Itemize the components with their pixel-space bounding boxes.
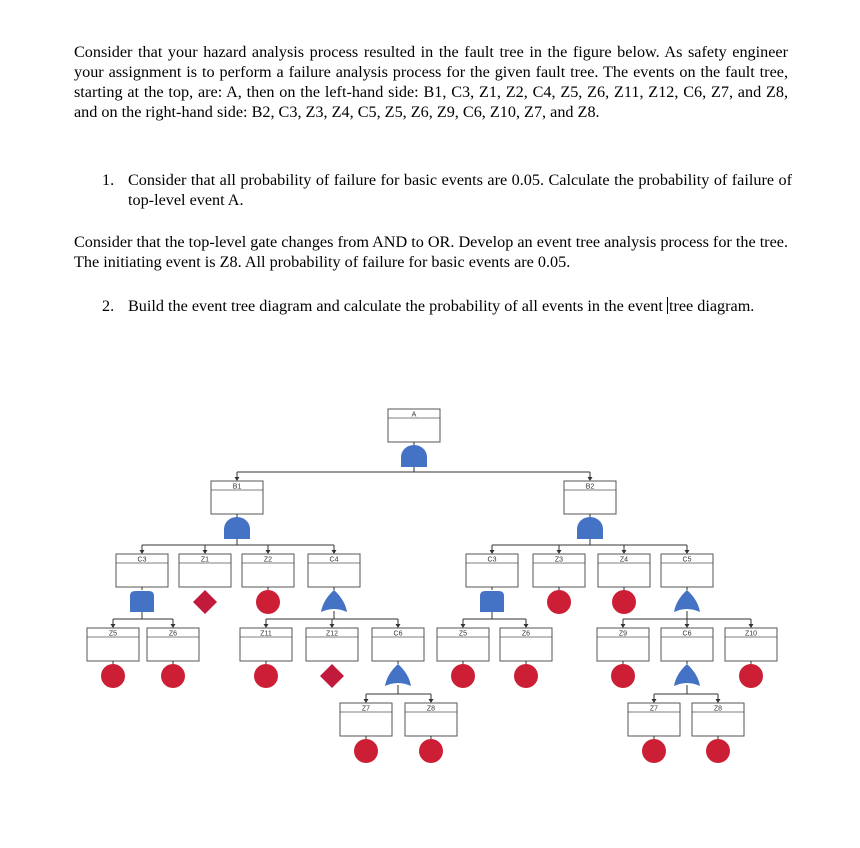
or-gate-icon bbox=[385, 664, 411, 686]
fault-tree-nodes bbox=[87, 409, 777, 763]
event-label: Z2 bbox=[263, 556, 273, 564]
event-label: Z1 bbox=[200, 556, 210, 564]
event-label: Z9 bbox=[618, 630, 628, 638]
basic-event-icon bbox=[612, 590, 636, 614]
event-node-z12 bbox=[306, 628, 358, 688]
event-label: Z6 bbox=[521, 630, 531, 638]
connector-arrowhead bbox=[235, 477, 240, 481]
connector-arrowhead bbox=[749, 624, 754, 628]
event-node-z9 bbox=[597, 628, 649, 688]
event-node-b2 bbox=[564, 481, 616, 539]
connector-arrowhead bbox=[461, 624, 466, 628]
question-1-number: 1. bbox=[102, 171, 115, 189]
and-gate-icon bbox=[401, 445, 427, 467]
connector-arrowhead bbox=[364, 699, 369, 703]
question-1 bbox=[102, 170, 792, 210]
event-node-c6 bbox=[372, 628, 424, 686]
event-node-z8 bbox=[405, 703, 457, 763]
basic-event-icon bbox=[547, 590, 571, 614]
event-label: C3 bbox=[137, 556, 147, 564]
event-node-z7 bbox=[340, 703, 392, 763]
intro-paragraph: Consider that your hazard analysis process resulted in the fault tree in the figure below. As safety engineer your assignment is to perform a failure analysis process for the given fault tree. The events on the fault tree, starting at the top, are: A, then on the left-hand side: B1, C3, Z1, Z2, C4, Z5, Z6, Z11, Z12, C6, Z7, and Z8, and on the right-hand side: B2, C3, Z3, Z4, C5, Z5, Z6, Z9, C6, Z10, Z7, and Z8. bbox=[74, 43, 788, 121]
connector-arrowhead bbox=[621, 624, 626, 628]
basic-event-icon bbox=[739, 664, 763, 688]
event-label: Z7 bbox=[361, 705, 371, 713]
connector-arrowhead bbox=[652, 699, 657, 703]
basic-event-icon bbox=[354, 739, 378, 763]
question-2 bbox=[102, 296, 792, 316]
connector-arrowhead bbox=[140, 550, 145, 554]
connector-arrowhead bbox=[171, 624, 176, 628]
event-node-c6 bbox=[661, 628, 713, 686]
event-label: C5 bbox=[682, 556, 692, 564]
connector-arrowhead bbox=[622, 550, 627, 554]
event-node-z5 bbox=[437, 628, 489, 688]
event-node-z8 bbox=[692, 703, 744, 763]
connector-arrowhead bbox=[685, 624, 690, 628]
question-2-number: 2. bbox=[102, 297, 115, 315]
question-2-text-end: tree diagram. bbox=[668, 297, 755, 315]
connector-arrowhead bbox=[557, 550, 562, 554]
context-paragraph: Consider that the top-level gate changes from AND to OR. Develop an event tree analysis process for the tree. The initiating event is Z8. All probability of failure for basic events are 0.05. bbox=[74, 233, 788, 271]
event-node-z6 bbox=[500, 628, 552, 688]
event-node-c4 bbox=[308, 554, 360, 612]
basic-event-icon bbox=[254, 664, 278, 688]
basic-event-icon bbox=[451, 664, 475, 688]
question-1-text: Consider that all probability of failure for basic events are 0.05. Calculate the probability of failure of top-level event A. bbox=[128, 171, 792, 209]
event-node-z3 bbox=[533, 554, 585, 614]
and-gate-icon bbox=[480, 591, 504, 612]
event-label: A bbox=[411, 411, 417, 419]
fault-tree-diagram bbox=[0, 395, 860, 775]
text-cursor bbox=[667, 297, 668, 314]
event-node-b1 bbox=[211, 481, 263, 539]
event-node-c3 bbox=[466, 554, 518, 612]
event-node-z5 bbox=[87, 628, 139, 688]
connector-arrowhead bbox=[330, 624, 335, 628]
event-label: B2 bbox=[585, 483, 595, 491]
event-label: Z4 bbox=[619, 556, 629, 564]
connector-arrowhead bbox=[266, 550, 271, 554]
connector-arrowhead bbox=[332, 550, 337, 554]
event-label: B1 bbox=[232, 483, 242, 491]
event-node-z1 bbox=[179, 554, 231, 614]
event-label: C4 bbox=[329, 556, 339, 564]
connector-arrowhead bbox=[490, 550, 495, 554]
event-node-z10 bbox=[725, 628, 777, 688]
event-node-c3 bbox=[116, 554, 168, 612]
event-node-c5 bbox=[661, 554, 713, 612]
connector-arrowhead bbox=[111, 624, 116, 628]
connector-arrowhead bbox=[685, 550, 690, 554]
connector-arrowhead bbox=[203, 550, 208, 554]
basic-event-icon bbox=[611, 664, 635, 688]
undeveloped-event-icon bbox=[320, 664, 344, 688]
undeveloped-event-icon bbox=[193, 590, 217, 614]
and-gate-icon bbox=[577, 517, 603, 539]
and-gate-icon bbox=[130, 591, 154, 612]
basic-event-icon bbox=[419, 739, 443, 763]
event-node-z2 bbox=[242, 554, 294, 614]
basic-event-icon bbox=[101, 664, 125, 688]
event-label: C6 bbox=[682, 630, 692, 638]
connector-arrowhead bbox=[588, 477, 593, 481]
event-label: Z8 bbox=[426, 705, 436, 713]
event-label: C6 bbox=[393, 630, 403, 638]
event-label: Z3 bbox=[554, 556, 564, 564]
event-label: Z6 bbox=[168, 630, 178, 638]
or-gate-icon bbox=[674, 590, 700, 612]
basic-event-icon bbox=[514, 664, 538, 688]
question-2-text-start: Build the event tree diagram and calculate the probability of all events in the event bbox=[128, 297, 667, 315]
question-2-text[interactable] bbox=[128, 296, 792, 316]
event-node-z6 bbox=[147, 628, 199, 688]
event-node-z4 bbox=[598, 554, 650, 614]
connector-arrowhead bbox=[716, 699, 721, 703]
event-node-a bbox=[388, 409, 440, 467]
or-gate-icon bbox=[321, 590, 347, 612]
event-label: Z11 bbox=[260, 630, 272, 638]
and-gate-icon bbox=[224, 517, 250, 539]
connector-arrowhead bbox=[264, 624, 269, 628]
event-label: Z12 bbox=[325, 630, 339, 638]
connector-arrowhead bbox=[524, 624, 529, 628]
basic-event-icon bbox=[642, 739, 666, 763]
event-label: Z7 bbox=[649, 705, 659, 713]
event-label: C3 bbox=[487, 556, 497, 564]
event-label: Z8 bbox=[713, 705, 723, 713]
or-gate-icon bbox=[674, 664, 700, 686]
event-label: Z5 bbox=[108, 630, 118, 638]
connector-arrowhead bbox=[429, 699, 434, 703]
event-label: Z5 bbox=[458, 630, 468, 638]
connector-arrowhead bbox=[396, 624, 401, 628]
event-label: Z10 bbox=[744, 630, 758, 638]
event-node-z7 bbox=[628, 703, 680, 763]
basic-event-icon bbox=[706, 739, 730, 763]
basic-event-icon bbox=[161, 664, 185, 688]
event-node-z11 bbox=[240, 628, 292, 688]
basic-event-icon bbox=[256, 590, 280, 614]
